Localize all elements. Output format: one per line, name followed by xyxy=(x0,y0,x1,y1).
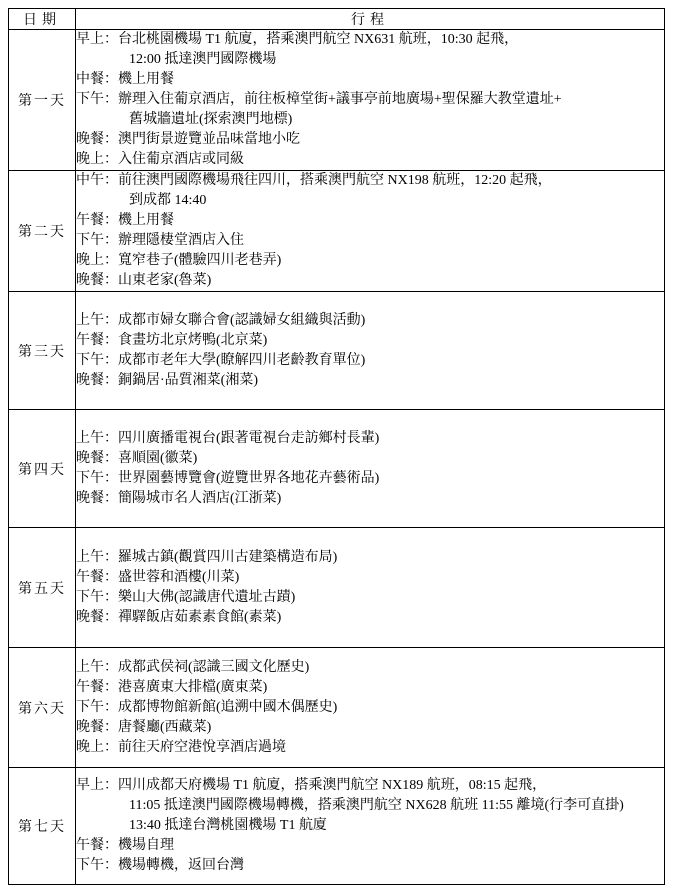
itinerary-line: 晚餐：喜順園(徽菜) xyxy=(76,450,198,466)
itinerary-line: 午餐：盛世蓉和酒樓(川菜) xyxy=(76,569,240,585)
itinerary-table-body xyxy=(9,30,665,885)
itinerary-line: 中午：前往澳門國際機場飛往四川，搭乘澳門航空 NX198 航班，12:20 起飛， xyxy=(76,173,552,188)
itinerary-line: 下午：成都市老年大學(瞭解四川老齡教育單位) xyxy=(76,352,366,368)
itinerary-line: 11:05 抵達澳門國際機場轉機，搭乘澳門航空 NX628 航班 11:55 離境(行李可直掛) xyxy=(129,798,624,813)
itinerary-cell xyxy=(76,171,665,292)
day-cell: 第四天 xyxy=(9,410,76,528)
itinerary-cell xyxy=(76,768,665,885)
itinerary-line: 晚餐：山東老家(魯菜) xyxy=(76,273,212,288)
day-cell: 第一天 xyxy=(9,30,76,171)
itinerary-line: 晚餐：唐餐廳(西藏菜) xyxy=(76,719,212,735)
itinerary-line: 下午：樂山大佛(認識唐代遺址古蹟) xyxy=(76,589,296,605)
table-row xyxy=(9,648,665,768)
header-row xyxy=(9,9,665,30)
itinerary-line: 晚上：寬窄巷子(體驗四川老巷弄) xyxy=(76,253,282,268)
itinerary-line: 下午：辦理隱棲堂酒店入住 xyxy=(76,233,244,248)
itinerary-line: 上午：羅城古鎮(觀賞四川古建築構造布局) xyxy=(76,549,338,565)
itinerary-line: 晚餐：禪驛飯店茹素素食館(素菜) xyxy=(76,609,282,625)
itinerary-cell xyxy=(76,648,665,768)
itinerary-line: 早上：台北桃園機場 T1 航廈，搭乘澳門航空 NX631 航班，10:30 起飛， xyxy=(76,32,519,47)
day-cell: 第七天 xyxy=(9,768,76,885)
itinerary-line: 舊城牆遺址(探索澳門地標) xyxy=(129,112,293,127)
itinerary-line: 晚上：入住葡京酒店或同級 xyxy=(76,152,244,167)
itinerary-line: 上午：四川廣播電視台(跟著電視台走訪鄉村長輩) xyxy=(76,430,380,446)
itinerary-line: 晚餐：銅鍋居·品質湘菜(湘菜) xyxy=(76,372,258,388)
itinerary-line: 午餐：機上用餐 xyxy=(76,213,174,228)
day-cell: 第六天 xyxy=(9,648,76,768)
itinerary-line: 下午：世界園藝博覽會(遊覽世界各地花卉藝術品) xyxy=(76,470,380,486)
itinerary-line: 上午：成都市婦女聯合會(認識婦女組織與活動) xyxy=(76,312,366,328)
itinerary-line: 下午：機場轉機，返回台灣 xyxy=(76,858,244,873)
itinerary-line: 下午：成都博物館新館(追溯中國木偶歷史) xyxy=(76,699,338,715)
itinerary-line: 晚上：前往天府空港悅享酒店過境 xyxy=(76,739,286,755)
itinerary-line: 晚餐：簡陽城市名人酒店(江浙菜) xyxy=(76,490,282,506)
itinerary-line: 午餐：食畫坊北京烤鴨(北京菜) xyxy=(76,332,268,348)
day-cell: 第二天 xyxy=(9,171,76,292)
table-row xyxy=(9,292,665,410)
itinerary-line: 上午：成都武侯祠(認識三國文化歷史) xyxy=(76,659,310,675)
day-cell: 第五天 xyxy=(9,528,76,648)
itinerary-line: 午餐：機場自理 xyxy=(76,838,174,853)
itinerary-cell xyxy=(76,410,665,528)
itinerary-cell xyxy=(76,528,665,648)
table-row xyxy=(9,528,665,648)
itinerary-column-header: 行程 xyxy=(76,9,665,30)
itinerary-line: 下午：辦理入住葡京酒店，前往板樟堂街+議事亭前地廣場+聖保羅大教堂遺址+ xyxy=(76,92,562,107)
itinerary-cell xyxy=(76,30,665,171)
itinerary-line: 晚餐：澳門街景遊覽並品味當地小吃 xyxy=(76,132,300,147)
day-cell: 第三天 xyxy=(9,292,76,410)
itinerary-line: 13:40 抵達台灣桃園機場 T1 航廈 xyxy=(129,818,327,833)
itinerary-cell xyxy=(76,292,665,410)
table-row xyxy=(9,410,665,528)
table-row xyxy=(9,30,665,171)
itinerary-line: 12:00 抵達澳門國際機場 xyxy=(129,52,277,67)
table-row xyxy=(9,768,665,885)
date-column-header: 日期 xyxy=(9,9,76,30)
itinerary-line: 午餐：港喜廣東大排檔(廣東菜) xyxy=(76,679,268,695)
table-row xyxy=(9,171,665,292)
itinerary-table xyxy=(8,8,665,885)
itinerary-line: 中餐：機上用餐 xyxy=(76,72,174,87)
itinerary-line: 到成都 14:40 xyxy=(129,193,207,208)
itinerary-line: 早上：四川成都天府機場 T1 航廈，搭乘澳門航空 NX189 航班，08:15 起飛， xyxy=(76,778,547,793)
